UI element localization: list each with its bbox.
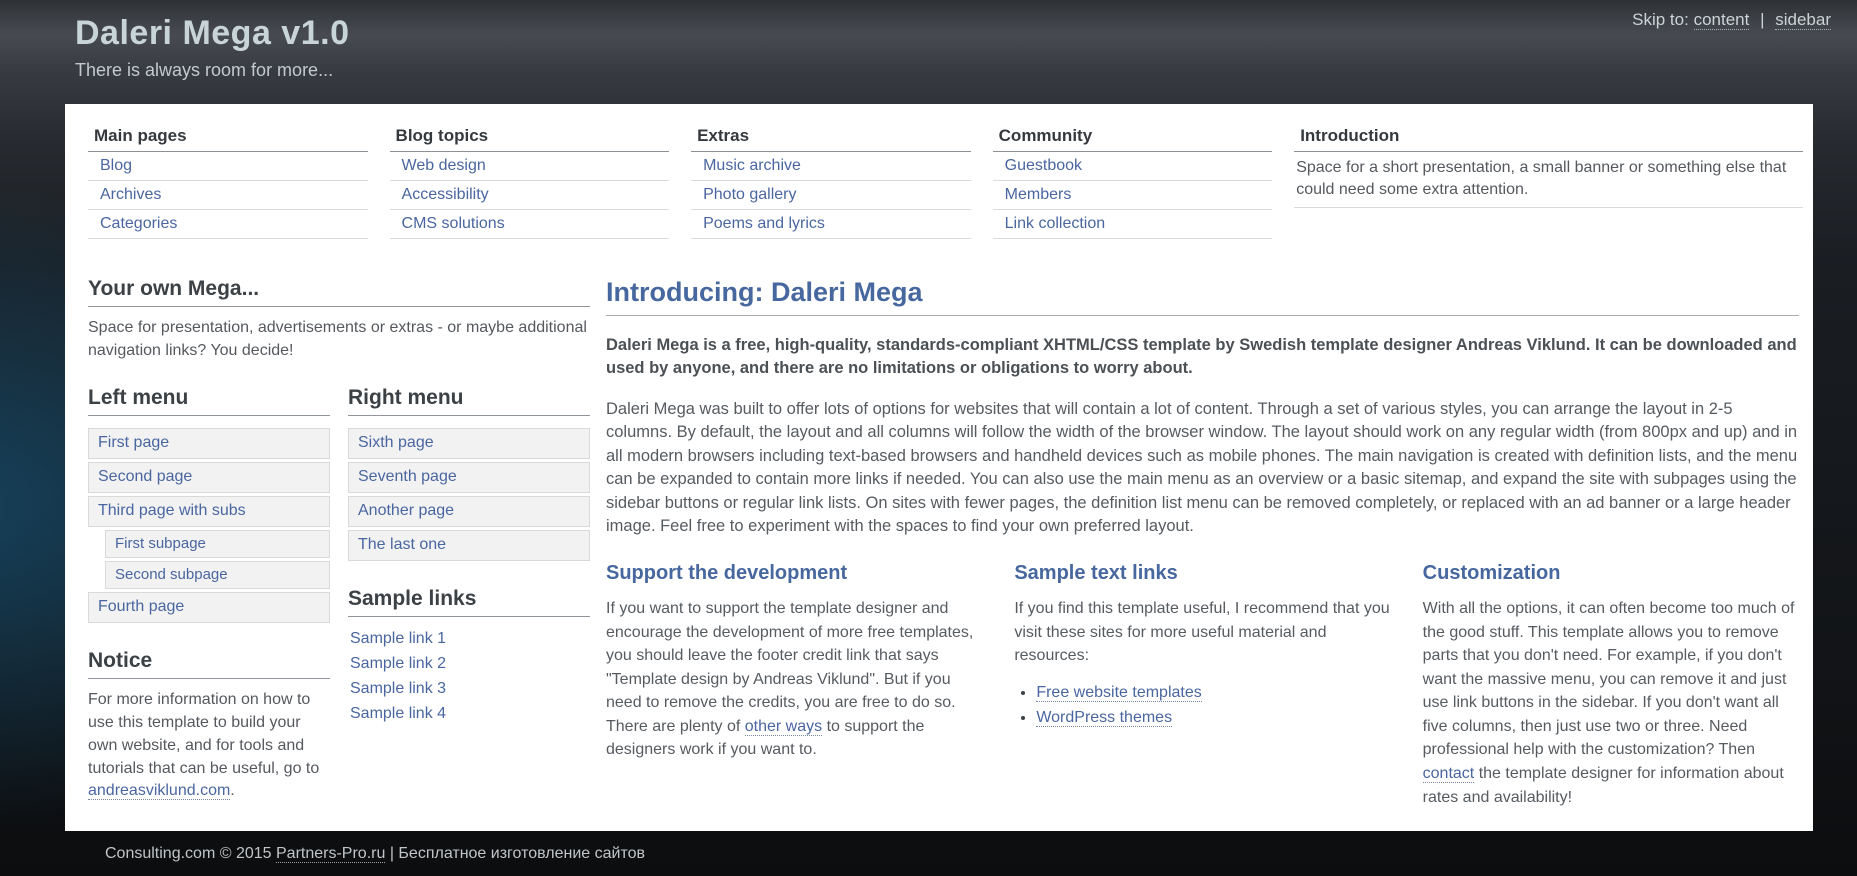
contact-link[interactable]: contact	[1422, 764, 1475, 782]
nav-link-guestbook[interactable]: Guestbook	[1004, 157, 1083, 174]
nav-heading: Community	[993, 124, 1273, 152]
menu-button-first-page[interactable]: First page	[88, 428, 330, 459]
notice-text	[88, 689, 330, 803]
list-item	[1036, 684, 1390, 702]
free-website-templates-link[interactable]: Free website templates	[1036, 683, 1202, 701]
menu-button-first-subpage[interactable]: First subpage	[105, 530, 330, 558]
nav-column-blog-topics	[390, 124, 670, 239]
sample-link-4[interactable]: Sample link 4	[350, 705, 447, 723]
customization-text	[1423, 597, 1799, 809]
nav-link-poems-and-lyrics[interactable]: Poems and lyrics	[703, 215, 825, 232]
footer-text-before: Consulting.com © 2015	[105, 845, 276, 863]
menu-button-sixth-page[interactable]: Sixth page	[348, 428, 590, 459]
nav-item	[993, 152, 1273, 181]
partners-pro-link[interactable]: Partners-Pro.ru	[276, 845, 386, 863]
menu-button-another-page[interactable]: Another page	[348, 496, 590, 527]
sidebar-intro-text: Space for presentation, advertisements or extras - or maybe additional navigation links? You decide!	[88, 319, 587, 359]
menu-button-second-page[interactable]: Second page	[88, 462, 330, 493]
other-ways-link[interactable]: other ways	[744, 717, 823, 735]
skip-separator: |	[1760, 10, 1765, 29]
nav-item	[691, 181, 971, 210]
skip-to-content-link[interactable]: content	[1693, 10, 1750, 29]
footer-text-after: | Бесплатное изготовление сайтов	[385, 845, 645, 863]
nav-item	[993, 181, 1273, 210]
body-paragraph: Daleri Mega was built to offer lots of options for websites that will contain a lot of content. Through a set of various styles, you can arrange the layout in 2-5 columns. By default, the layout and all columns will follow the width of the browser window. The layout should work on any regular width (from 800px and up) and in all modern browsers including text-based browsers and handheld devices such as mobile phones. The main navigation is created with definition lists, and the menu can be expanded to contain more links if needed. You can also use the main menu as an overview or a basic sitemap, and expand the site with subpages using the sidebar buttons or regular link lists. On sites with fewer pages, the definition list menu can be removed completely, or replaced with an ad banner or a large header image. Feel free to experiment with the spaces to find your own preferred layout.	[606, 399, 1798, 535]
nav-link-link-collection[interactable]: Link collection	[1004, 215, 1106, 232]
nav-item	[390, 210, 670, 239]
nav-item	[88, 210, 368, 239]
nav-introduction-text: Space for a short presentation, a small banner or something else that could need some extra attention.	[1294, 152, 1803, 208]
nav-column-introduction	[1294, 124, 1803, 239]
sample-links-heading: Sample links	[348, 587, 590, 617]
support-text-before: If you want to support the template designer and encourage the development of more free templates, you should leave the footer credit link that says "Template design by Andreas Viklund". But if you need to remove the credits, you are free to do so. There are plenty of	[606, 600, 974, 735]
nav-heading: Introduction	[1294, 124, 1803, 152]
nav-item	[88, 181, 368, 210]
site-title: Daleri Mega v1.0	[75, 14, 350, 52]
main-content	[606, 277, 1803, 809]
support-text	[606, 597, 982, 762]
nav-link-music-archive[interactable]: Music archive	[703, 157, 801, 174]
menu-button-second-subpage[interactable]: Second subpage	[105, 561, 330, 589]
nav-item	[691, 210, 971, 239]
sample-link-3[interactable]: Sample link 3	[350, 680, 447, 698]
skip-to-sidebar-link[interactable]: sidebar	[1775, 10, 1831, 29]
nav-link-archives[interactable]: Archives	[100, 186, 162, 203]
nav-column-community	[993, 124, 1273, 239]
nav-item	[88, 152, 368, 181]
nav-item	[390, 181, 670, 210]
skip-links	[1632, 10, 1831, 30]
skip-label: Skip to:	[1632, 10, 1689, 29]
nav-link-cms-solutions[interactable]: CMS solutions	[401, 215, 505, 232]
sample-text-links-text: If you find this template useful, I recommend that you visit these sites for more useful material and resources:	[1014, 600, 1390, 665]
sample-links-section	[348, 587, 590, 727]
sidebar-intro-heading: Your own Mega...	[88, 277, 590, 307]
notice-text-after: .	[230, 782, 235, 800]
nav-column-extras	[691, 124, 971, 239]
wordpress-themes-link[interactable]: WordPress themes	[1036, 708, 1173, 726]
menu-button-fourth-page[interactable]: Fourth page	[88, 592, 330, 623]
site-header	[0, 0, 1857, 80]
nav-column-main-pages	[88, 124, 368, 239]
feature-columns	[606, 562, 1799, 809]
page-container	[65, 104, 1813, 831]
left-menu	[88, 386, 330, 623]
nav-heading: Blog topics	[390, 124, 670, 152]
sidebar	[88, 277, 590, 809]
sample-link-2[interactable]: Sample link 2	[350, 655, 447, 673]
nav-item	[390, 152, 670, 181]
notice-text-before: For more information on how to use this template to build your own website, and for tools and tutorials that can be useful, go to	[88, 691, 320, 777]
left-menu-heading: Left menu	[88, 386, 330, 416]
menu-button-third-page[interactable]: Third page with subs	[88, 496, 330, 527]
customization-text-after: the template designer for information about rates and availability!	[1422, 764, 1784, 806]
sidebar-columns	[88, 386, 590, 803]
sample-text-links-list	[1036, 684, 1390, 727]
top-navigation	[88, 124, 1803, 239]
nav-item	[691, 152, 971, 181]
sample-text-links-column	[1014, 562, 1390, 809]
page-title: Introducing: Daleri Mega	[606, 277, 1799, 316]
nav-heading: Extras	[691, 124, 971, 152]
support-heading: Support the development	[606, 562, 848, 585]
nav-link-web-design[interactable]: Web design	[401, 157, 486, 174]
menu-button-the-last-one[interactable]: The last one	[348, 530, 590, 561]
site-footer	[0, 831, 1857, 863]
nav-link-photo-gallery[interactable]: Photo gallery	[703, 186, 797, 203]
sample-text-links-heading: Sample text links	[1014, 562, 1178, 585]
andreasviklund-link[interactable]: andreasviklund.com	[88, 782, 231, 800]
right-menu-heading: Right menu	[348, 386, 590, 416]
customization-heading: Customization	[1422, 562, 1561, 585]
lead-paragraph: Daleri Mega is a free, high-quality, standards-compliant XHTML/CSS template by Swedish template designer Andreas Viklund. It can be downloaded and used by anyone, and there are no limitations or obligations to worry about.	[606, 336, 1797, 378]
customization-text-before: With all the options, it can often become too much of the good stuff. This template allows you to remove parts that you don't need. For example, if you don't want the massive menu, you can remove it and just use link buttons in the sidebar. If you don't want all five columns, then just use two or three. Need professional help with the customization? Then	[1422, 600, 1795, 759]
list-item	[1036, 709, 1390, 727]
menu-button-seventh-page[interactable]: Seventh page	[348, 462, 590, 493]
nav-link-blog[interactable]: Blog	[100, 157, 133, 174]
notice-heading: Notice	[88, 649, 330, 679]
sample-link-1[interactable]: Sample link 1	[350, 630, 447, 648]
content-row	[88, 277, 1803, 809]
nav-item	[993, 210, 1273, 239]
support-text-after: to support the designers work if you want to.	[606, 717, 925, 759]
customization-column	[1423, 562, 1799, 809]
nav-heading: Main pages	[88, 124, 368, 152]
sidebar-left-column	[88, 386, 330, 803]
nav-link-categories[interactable]: Categories	[100, 215, 178, 232]
support-column	[606, 562, 982, 809]
right-menu	[348, 386, 590, 561]
notice-section	[88, 649, 330, 803]
site-tagline: There is always room for more...	[75, 60, 334, 80]
nav-link-accessibility[interactable]: Accessibility	[401, 186, 489, 203]
nav-link-members[interactable]: Members	[1004, 186, 1072, 203]
sidebar-right-column	[348, 386, 590, 803]
